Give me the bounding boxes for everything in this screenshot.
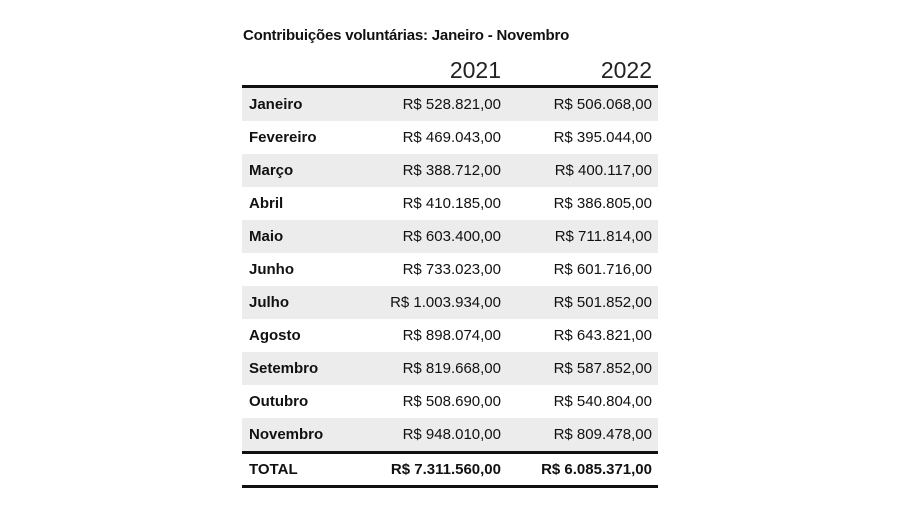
month-label: Janeiro	[249, 96, 303, 113]
month-label: Março	[249, 162, 294, 179]
month-label: Maio	[249, 228, 284, 245]
value-2022: R$ 587.852,00	[553, 360, 652, 377]
contributions-table	[242, 56, 658, 488]
value-2022: R$ 809.478,00	[553, 426, 652, 443]
value-2022: R$ 395.044,00	[553, 129, 652, 146]
total-label: TOTAL	[249, 461, 298, 478]
value-2021: R$ 388.712,00	[402, 162, 501, 179]
table-row	[242, 352, 658, 385]
value-2021: R$ 508.690,00	[402, 393, 501, 410]
month-label: Novembro	[249, 426, 324, 443]
month-label: Julho	[249, 294, 289, 311]
value-2022: R$ 711.814,00	[554, 228, 652, 245]
value-2021: R$ 733.023,00	[402, 261, 501, 278]
table-row	[242, 187, 658, 220]
table-body	[242, 88, 658, 451]
total-2022: R$ 6.085.371,00	[541, 461, 652, 478]
total-2021: R$ 7.311.560,00	[390, 461, 501, 478]
column-header-2022: 2022	[600, 57, 652, 83]
month-label: Outubro	[249, 393, 309, 410]
table-row	[242, 319, 658, 352]
table-row	[242, 220, 658, 253]
table-header	[242, 56, 658, 88]
value-2021: R$ 528.821,00	[402, 96, 501, 113]
table-title: Contribuições voluntárias: Janeiro - Novembro	[243, 27, 570, 44]
column-header-2021: 2021	[449, 57, 501, 83]
table-row	[242, 88, 658, 121]
value-2021: R$ 603.400,00	[402, 228, 501, 245]
value-2022: R$ 506.068,00	[553, 96, 652, 113]
total-row	[242, 451, 658, 488]
month-label: Junho	[249, 261, 294, 278]
table-row	[242, 385, 658, 418]
month-label: Setembro	[249, 360, 319, 377]
value-2021: R$ 948.010,00	[402, 426, 501, 443]
value-2022: R$ 643.821,00	[553, 327, 652, 344]
value-2022: R$ 601.716,00	[553, 261, 652, 278]
value-2021: R$ 819.668,00	[402, 360, 501, 377]
table-row	[242, 418, 658, 451]
table-row	[242, 253, 658, 286]
month-label: Abril	[249, 195, 284, 212]
table-row	[242, 121, 658, 154]
value-2022: R$ 540.804,00	[553, 393, 652, 410]
value-2021: R$ 898.074,00	[402, 327, 501, 344]
value-2022: R$ 386.805,00	[553, 195, 652, 212]
value-2021: R$ 469.043,00	[402, 129, 501, 146]
table-row	[242, 286, 658, 319]
month-label: Agosto	[249, 327, 301, 344]
value-2022: R$ 400.117,00	[554, 162, 652, 179]
value-2021: R$ 1.003.934,00	[390, 294, 501, 311]
month-label: Fevereiro	[249, 129, 317, 146]
table-row	[242, 154, 658, 187]
value-2021: R$ 410.185,00	[402, 195, 501, 212]
value-2022: R$ 501.852,00	[553, 294, 652, 311]
